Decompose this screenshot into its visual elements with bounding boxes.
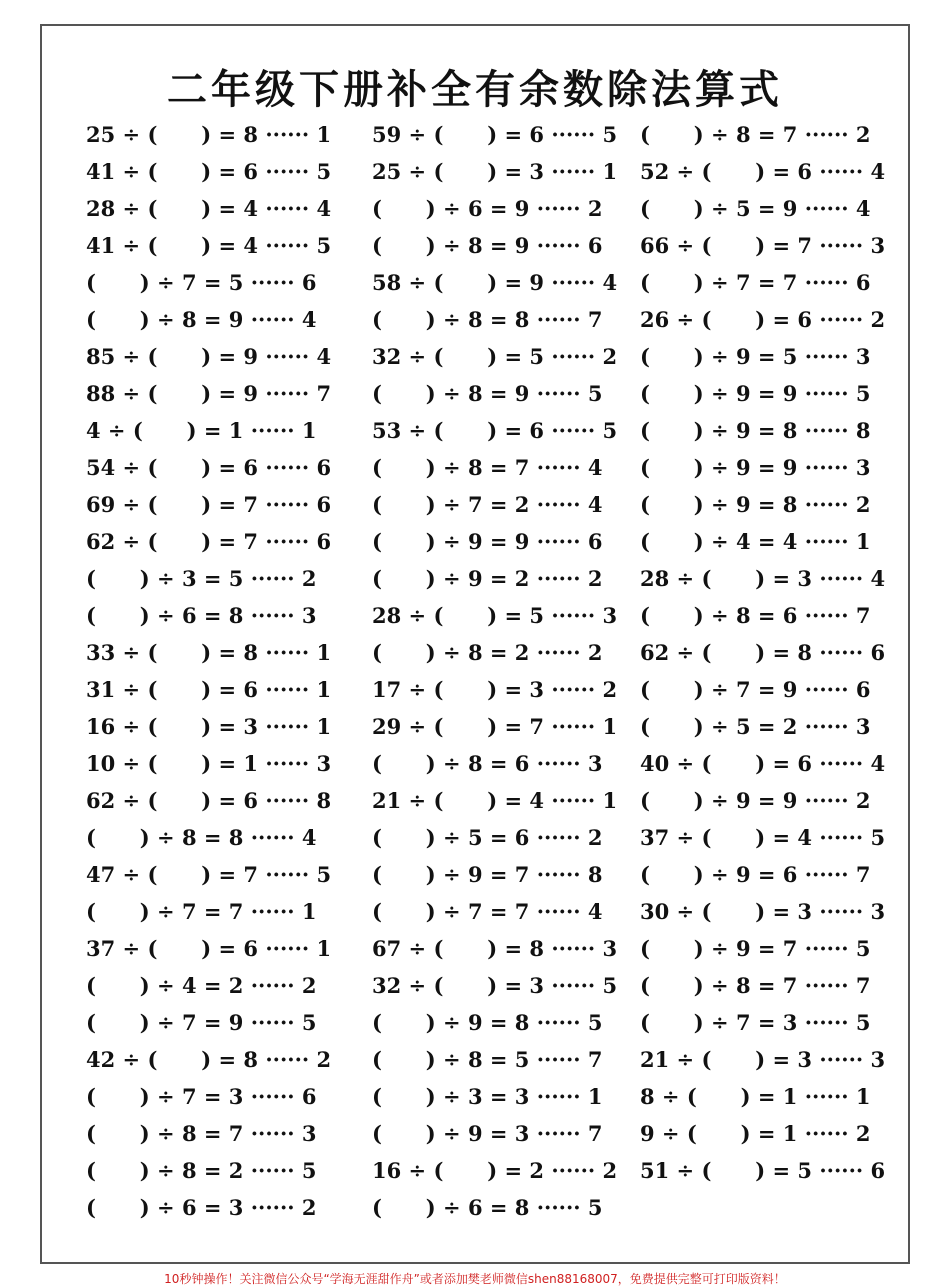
division-problem: ( ) ÷ 8 = 8 ······ 7 [372, 307, 603, 332]
division-problem: ( ) ÷ 8 = 7 ······ 2 [640, 122, 871, 147]
division-problem: 59 ÷ ( ) = 6 ······ 5 [372, 122, 618, 147]
division-problem: ( ) ÷ 3 = 3 ······ 1 [372, 1084, 603, 1109]
division-problem: ( ) ÷ 9 = 7 ······ 8 [372, 862, 603, 887]
division-problem: ( ) ÷ 4 = 2 ······ 2 [86, 973, 317, 998]
division-problem: 21 ÷ ( ) = 4 ······ 1 [372, 788, 618, 813]
division-problem: ( ) ÷ 6 = 8 ······ 3 [86, 603, 317, 628]
division-problem: ( ) ÷ 9 = 9 ······ 3 [640, 455, 871, 480]
division-problem: 25 ÷ ( ) = 8 ······ 1 [86, 122, 332, 147]
division-problem: ( ) ÷ 8 = 6 ······ 7 [640, 603, 871, 628]
division-problem: ( ) ÷ 8 = 2 ······ 2 [372, 640, 603, 665]
division-problem: 10 ÷ ( ) = 1 ······ 3 [86, 751, 332, 776]
problem-column-3 [640, 116, 885, 1189]
division-problem: ( ) ÷ 4 = 4 ······ 1 [640, 529, 871, 554]
division-problem: ( ) ÷ 5 = 2 ······ 3 [640, 714, 871, 739]
division-problem: ( ) ÷ 3 = 5 ······ 2 [86, 566, 317, 591]
division-problem: ( ) ÷ 9 = 2 ······ 2 [372, 566, 603, 591]
division-problem: 66 ÷ ( ) = 7 ······ 3 [640, 233, 886, 258]
division-problem: ( ) ÷ 7 = 9 ······ 5 [86, 1010, 317, 1035]
division-problem: ( ) ÷ 9 = 9 ······ 6 [372, 529, 603, 554]
division-problem: ( ) ÷ 7 = 2 ······ 4 [372, 492, 603, 517]
division-problem: 28 ÷ ( ) = 3 ······ 4 [640, 566, 886, 591]
division-problem: ( ) ÷ 9 = 8 ······ 5 [372, 1010, 603, 1035]
division-problem: 26 ÷ ( ) = 6 ······ 2 [640, 307, 886, 332]
division-problem: 40 ÷ ( ) = 6 ······ 4 [640, 751, 886, 776]
division-problem: 21 ÷ ( ) = 3 ······ 3 [640, 1047, 886, 1072]
division-problem: 30 ÷ ( ) = 3 ······ 3 [640, 899, 886, 924]
problem-column-2 [372, 116, 617, 1226]
division-problem: 16 ÷ ( ) = 3 ······ 1 [86, 714, 332, 739]
division-problem: 62 ÷ ( ) = 7 ······ 6 [86, 529, 332, 554]
division-problem: ( ) ÷ 8 = 7 ······ 4 [372, 455, 603, 480]
division-problem: 53 ÷ ( ) = 6 ······ 5 [372, 418, 618, 443]
division-problem: ( ) ÷ 5 = 9 ······ 4 [640, 196, 871, 221]
division-problem: 33 ÷ ( ) = 8 ······ 1 [86, 640, 332, 665]
division-problem: ( ) ÷ 9 = 9 ······ 2 [640, 788, 871, 813]
division-problem: 67 ÷ ( ) = 8 ······ 3 [372, 936, 618, 961]
division-problem: ( ) ÷ 7 = 7 ······ 1 [86, 899, 317, 924]
division-problem: ( ) ÷ 9 = 7 ······ 5 [640, 936, 871, 961]
division-problem: ( ) ÷ 8 = 7 ······ 3 [86, 1121, 317, 1146]
division-problem: ( ) ÷ 8 = 7 ······ 7 [640, 973, 871, 998]
division-problem: 16 ÷ ( ) = 2 ······ 2 [372, 1158, 618, 1183]
division-problem: 28 ÷ ( ) = 4 ······ 4 [86, 196, 332, 221]
division-problem: ( ) ÷ 8 = 8 ······ 4 [86, 825, 317, 850]
division-problem: 85 ÷ ( ) = 9 ······ 4 [86, 344, 332, 369]
division-problem: ( ) ÷ 7 = 5 ······ 6 [86, 270, 317, 295]
division-problem: 69 ÷ ( ) = 7 ······ 6 [86, 492, 332, 517]
division-problem: ( ) ÷ 7 = 9 ······ 6 [640, 677, 871, 702]
division-problem: 32 ÷ ( ) = 3 ······ 5 [372, 973, 618, 998]
division-problem: 58 ÷ ( ) = 9 ······ 4 [372, 270, 618, 295]
division-problem: ( ) ÷ 9 = 6 ······ 7 [640, 862, 871, 887]
division-problem: 88 ÷ ( ) = 9 ······ 7 [86, 381, 332, 406]
worksheet-title: 二年级下册补全有余数除法算式 [167, 67, 783, 113]
division-problem: 31 ÷ ( ) = 6 ······ 1 [86, 677, 332, 702]
division-problem: 28 ÷ ( ) = 5 ······ 3 [372, 603, 618, 628]
division-problem: ( ) ÷ 6 = 8 ······ 5 [372, 1195, 603, 1220]
division-problem: ( ) ÷ 8 = 9 ······ 6 [372, 233, 603, 258]
division-problem: 29 ÷ ( ) = 7 ······ 1 [372, 714, 618, 739]
division-problem: ( ) ÷ 6 = 9 ······ 2 [372, 196, 603, 221]
division-problem: 32 ÷ ( ) = 5 ······ 2 [372, 344, 618, 369]
division-problem: 17 ÷ ( ) = 3 ······ 2 [372, 677, 618, 702]
division-problem: ( ) ÷ 5 = 6 ······ 2 [372, 825, 603, 850]
division-problem: ( ) ÷ 9 = 8 ······ 2 [640, 492, 871, 517]
division-problem: ( ) ÷ 7 = 3 ······ 5 [640, 1010, 871, 1035]
division-problem: ( ) ÷ 9 = 8 ······ 8 [640, 418, 871, 443]
division-problem: 62 ÷ ( ) = 6 ······ 8 [86, 788, 332, 813]
division-problem: 54 ÷ ( ) = 6 ······ 6 [86, 455, 332, 480]
division-problem: 41 ÷ ( ) = 6 ······ 5 [86, 159, 332, 184]
division-problem: 41 ÷ ( ) = 4 ······ 5 [86, 233, 332, 258]
division-problem: ( ) ÷ 9 = 9 ······ 5 [640, 381, 871, 406]
footer-notice: 10秒钟操作！关注微信公众号“学海无涯甜作舟”或者添加樊老师微信shen88168007，免费提供完整可打印版资料！ [164, 1272, 786, 1286]
division-problem: ( ) ÷ 8 = 6 ······ 3 [372, 751, 603, 776]
division-problem: ( ) ÷ 8 = 9 ······ 5 [372, 381, 603, 406]
division-problem: ( ) ÷ 9 = 3 ······ 7 [372, 1121, 603, 1146]
division-problem: ( ) ÷ 9 = 5 ······ 3 [640, 344, 871, 369]
division-problem: ( ) ÷ 8 = 2 ······ 5 [86, 1158, 317, 1183]
problem-column-1 [86, 116, 331, 1226]
division-problem: ( ) ÷ 7 = 7 ······ 6 [640, 270, 871, 295]
division-problem: 62 ÷ ( ) = 8 ······ 6 [640, 640, 886, 665]
division-problem: 52 ÷ ( ) = 6 ······ 4 [640, 159, 886, 184]
division-problem: ( ) ÷ 6 = 3 ······ 2 [86, 1195, 317, 1220]
division-problem: ( ) ÷ 7 = 7 ······ 4 [372, 899, 603, 924]
division-problem: ( ) ÷ 8 = 5 ······ 7 [372, 1047, 603, 1072]
division-problem: 8 ÷ ( ) = 1 ······ 1 [640, 1084, 871, 1109]
division-problem: 37 ÷ ( ) = 4 ······ 5 [640, 825, 886, 850]
division-problem: 37 ÷ ( ) = 6 ······ 1 [86, 936, 332, 961]
division-problem: 47 ÷ ( ) = 7 ······ 5 [86, 862, 332, 887]
division-problem: 42 ÷ ( ) = 8 ······ 2 [86, 1047, 332, 1072]
division-problem: 25 ÷ ( ) = 3 ······ 1 [372, 159, 618, 184]
division-problem: ( ) ÷ 7 = 3 ······ 6 [86, 1084, 317, 1109]
division-problem: 4 ÷ ( ) = 1 ······ 1 [86, 418, 317, 443]
division-problem: 51 ÷ ( ) = 5 ······ 6 [640, 1158, 886, 1183]
division-problem: ( ) ÷ 8 = 9 ······ 4 [86, 307, 317, 332]
division-problem: 9 ÷ ( ) = 1 ······ 2 [640, 1121, 871, 1146]
